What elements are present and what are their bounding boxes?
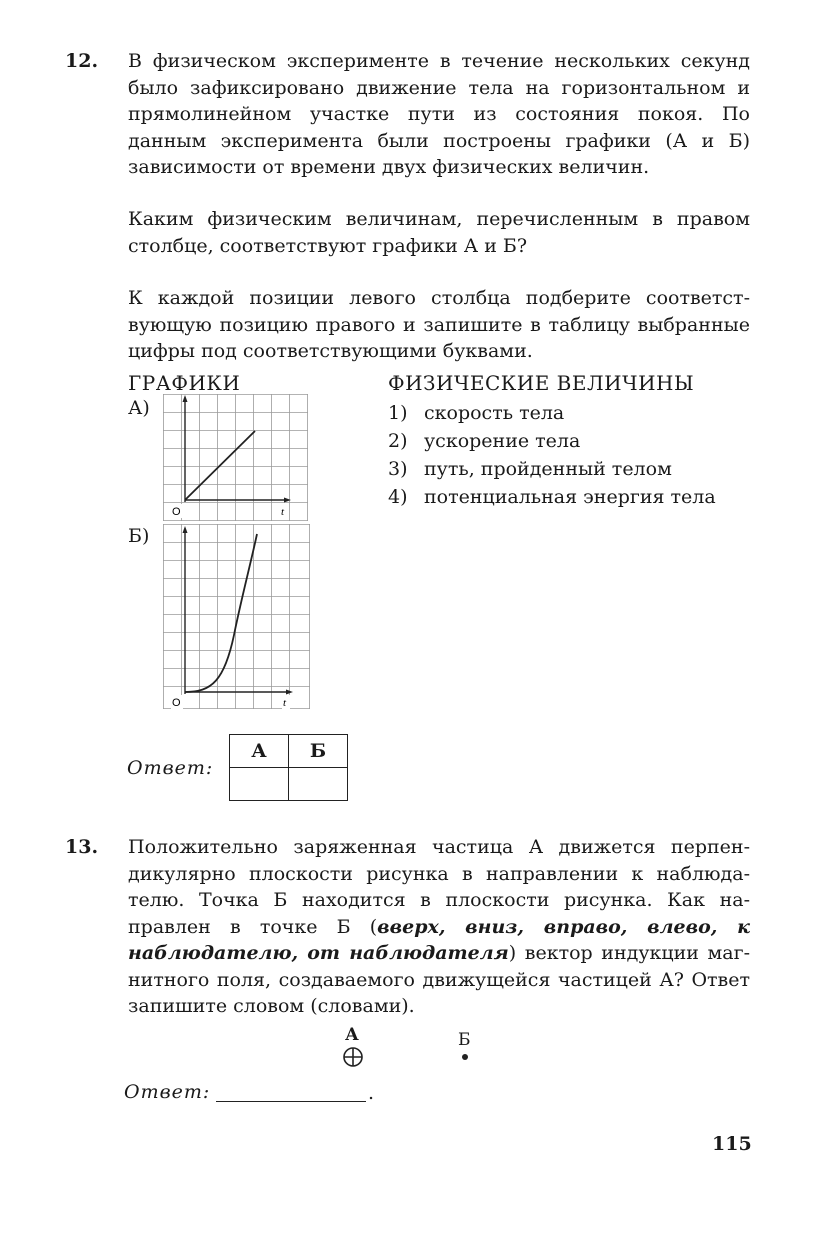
graph-a-line <box>185 431 255 500</box>
graph-a-y-arrow <box>183 395 188 402</box>
point-b-label: Б <box>458 1030 471 1050</box>
graph-a-time-label: t <box>281 506 285 518</box>
graph-a-label: А) <box>128 397 150 419</box>
answer-table <box>229 734 348 801</box>
positive-charge-icon <box>342 1046 364 1068</box>
quantity-option <box>388 399 716 427</box>
problem-13-answer-period: . <box>368 1082 375 1104</box>
graph-a <box>163 394 309 522</box>
quantity-option <box>388 427 716 455</box>
option-text: путь, пройденный телом <box>424 458 672 480</box>
graph-b-origin-label: O <box>172 697 181 709</box>
answer-cell-b[interactable] <box>289 768 348 801</box>
problem-13-text <box>128 834 750 1020</box>
quantity-option <box>388 483 716 511</box>
graph-a-x-arrow <box>284 498 291 503</box>
problem-13-answer-field[interactable] <box>216 1100 366 1102</box>
graph-b <box>163 524 311 710</box>
problem-12-instruction: К каждой позиции левого столбца подберите соответствующую позицию правого и запишите в таблицу выбранные цифры под соответствующими буквами. <box>128 287 750 362</box>
graph-b-y-arrow <box>183 526 188 533</box>
problem-12-question: Каким физическим величинам, перечисленным в правом столбце, соответствуют графики А и Б? <box>128 208 750 257</box>
quantities-heading: ФИЗИЧЕСКИЕ ВЕЛИЧИНЫ <box>388 371 695 395</box>
graph-a-origin-label: O <box>172 506 181 518</box>
quantity-option <box>388 455 716 483</box>
point-b-dot-icon <box>461 1053 469 1061</box>
problem-12-intro: В физическом эксперименте в течение нескольких секунд было зафиксировано движение тела на горизонтальном и прямолинейном участке пути из состояния покоя. По данным эксперимента были построены графики (А и Б) зависимости от времени двух физических величин. <box>128 50 750 178</box>
graphs-heading: ГРАФИКИ <box>128 371 241 395</box>
charge-a-label: А <box>345 1025 359 1045</box>
option-number: 2) <box>388 430 408 452</box>
option-text: ускорение тела <box>424 430 581 452</box>
option-number: 3) <box>388 458 408 480</box>
problem-13-number: 13. <box>65 836 99 858</box>
quantities-list <box>388 399 716 511</box>
problem-13-direction-options: вверх, вниз, вправо, влево, к наблюдателю, от наблюдателя <box>128 915 750 964</box>
problem-13-answer-label: Ответ: <box>124 1081 211 1103</box>
problem-13-text-part-2: ) вектор индукции магнитного поля, создаваемого движущейся частицей А? Ответ запишите словом (словами). <box>128 942 750 1017</box>
answer-cell-a[interactable] <box>230 768 289 801</box>
page-number: 115 <box>712 1133 752 1155</box>
graph-b-label: Б) <box>128 525 150 547</box>
problem-12-answer-label: Ответ: <box>127 757 214 779</box>
answer-header-b: Б <box>289 735 348 768</box>
answer-header-a: А <box>230 735 289 768</box>
option-number: 4) <box>388 486 408 508</box>
option-text: потенциальная энергия тела <box>424 486 716 508</box>
graph-b-time-label: t <box>283 697 287 709</box>
option-number: 1) <box>388 402 408 424</box>
option-text: скорость тела <box>424 402 565 424</box>
problem-12-number: 12. <box>65 50 99 72</box>
problem-13-text-part-1: Положительно заряженная частица А движется перпендикулярно плоскости рисунка в направлении к наблюдателю. Точка Б находится в плоскости рисунка. Как направлен в точке Б ( <box>128 836 750 938</box>
